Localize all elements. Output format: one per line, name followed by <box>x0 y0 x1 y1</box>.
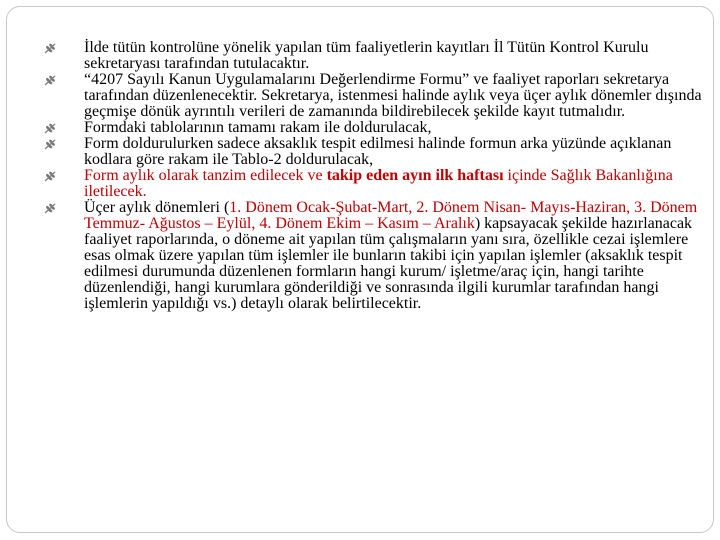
wheat-bullet-icon <box>44 139 56 150</box>
list-item-text-highlight: 1. Dönem Ocak-Şubat-Mart, 2. Dönem Nisan- Mayıs-Haziran, 3. Dönem Temmuz- Ağustos – Eylül, 4. Dönem Ekim – Kasım – Aralık <box>84 199 698 232</box>
list-item <box>44 120 704 136</box>
list-item-text: Form doldurulurken sadece aksaklık tespit edilmesi halinde formun arka yüzünde açıklanan kodlara göre rakam ile Tablo-2 doldurulacak, <box>84 135 672 168</box>
bullet-list <box>44 40 704 312</box>
wheat-bullet-icon <box>44 75 56 86</box>
wheat-bullet-icon <box>44 123 56 134</box>
list-item-text-highlight: içinde Sağlık Bakanlığına iletilecek. <box>84 167 673 200</box>
list-item <box>44 136 704 168</box>
list-item-text-emphasis: takip eden ayın ilk haftası <box>326 167 504 184</box>
wheat-bullet-icon <box>44 203 56 214</box>
list-item-text-highlight: Form aylık olarak tanzim edilecek ve <box>84 167 327 184</box>
list-item <box>44 40 704 72</box>
list-item-text: İlde tütün kontrolüne yönelik yapılan tüm faaliyetlerin kayıtları İl Tütün Kontrol Kurulu sekretaryası tarafından tutulacaktır. <box>84 39 649 72</box>
wheat-bullet-icon <box>44 43 56 54</box>
list-item-text: Üçer aylık dönemleri ( <box>84 199 230 216</box>
list-item-text: Formdaki tablolarının tamamı rakam ile doldurulacak, <box>84 119 432 136</box>
list-item-text: “4207 Sayılı Kanun Uygulamalarını Değerlendirme Formu” ve faaliyet raporları sekretarya tarafından düzenlenecektir. Sekretarya, istenmesi halinde aylık veya üçer aylık dönemler dışında geçmişe dönük ayrıntılı verileri de zamanında bildirebilecek şekilde kayıt tutmalıdır. <box>84 71 702 120</box>
list-item-text: ) kapsayacak şekilde hazırlanacak faaliyet raporlarında, o döneme ait yapılan tüm çalışmaların yanı sıra, özellikle cezai işlemlere esas olmak üzere yapılan tüm işlemler ile bunların takibi için yapılan işlemler (aksaklık tespit edilmesi durumunda düzenlenen formların hangi kurum/ işletme/araç için, hangi tarihte düzenlendiği, hangi kurumlara gönderildiği ve sonrasında ilgili kurumlar tarafından hangi işlemlerin yapıldığı vs.) detaylı olarak belirtilecektir. <box>84 215 693 312</box>
list-item <box>44 72 704 120</box>
list-item <box>44 200 704 312</box>
wheat-bullet-icon <box>44 171 56 182</box>
list-item <box>44 168 704 200</box>
